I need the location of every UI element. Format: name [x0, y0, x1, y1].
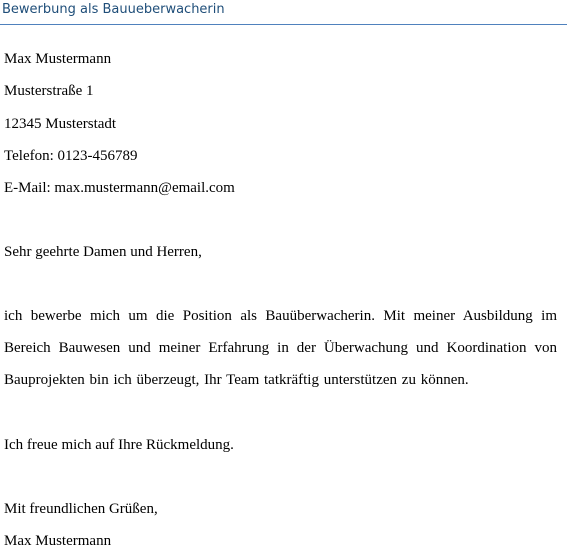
closing-note: Ich freue mich auf Ihre Rückmeldung. — [4, 437, 234, 453]
sender-name: Max Mustermann — [4, 51, 112, 67]
body-paragraph: ich bewerbe mich um die Position als Bauüberwacherin. Mit meiner Ausbildung im Bereich Bauwesen und meiner Erfahrung in der Überwachung und Koordination von Bauprojekten bin ich überzeugt, Ihr Team tatkräftig unterstützen zu können. — [4, 308, 557, 388]
signature: Max Mustermann — [4, 533, 112, 549]
sender-email: E-Mail: max.mustermann@email.com — [4, 180, 235, 196]
document-header — [0, 0, 567, 25]
salutation: Sehr geehrte Damen und Herren, — [4, 244, 202, 260]
document-title: Bewerbung als Bauueberwacherin — [2, 2, 225, 17]
sender-phone: Telefon: 0123-456789 — [4, 148, 138, 164]
closing: Mit freundlichen Grüßen, — [4, 501, 158, 517]
sender-street: Musterstraße 1 — [4, 83, 94, 99]
sender-city: 12345 Musterstadt — [4, 116, 117, 132]
